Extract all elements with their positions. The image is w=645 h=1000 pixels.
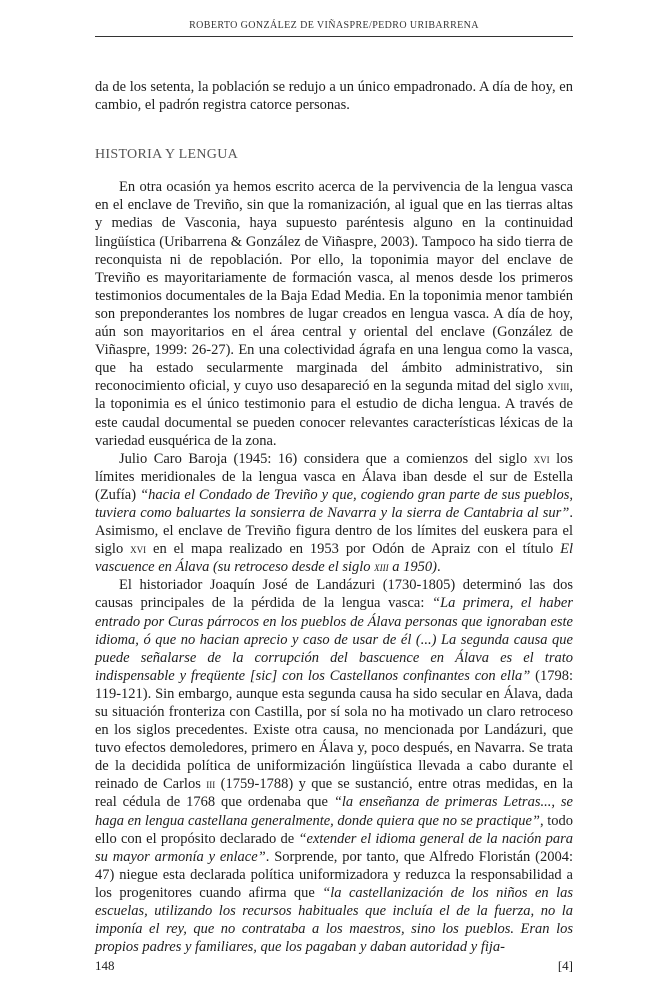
bracket-number: [4] (557, 958, 573, 973)
page-number: 148 (95, 958, 115, 973)
quote-purpose: “extender el idioma general de la nación para su mayor armonía y enlace” (95, 830, 573, 865)
map-title: El vascuence en Álava (su retroceso desde el siglo xiii a 1950) (95, 541, 573, 576)
paragraph-2: Julio Caro Baroja (1945: 16) considera que a comienzos del siglo xvi los límites meridionales de la lengua vasca en Álava iban desde el sur de Estella (Zufía) “hacia el Condado de Treviño y que, cogiendo gran parte de sus pueblos, tuviera como baluartes la sonsierra de Navarra y la sierra de Cantabria al sur”. Asimismo, el enclave de Treviño figura dentro de los límites del euskera para el siglo xvi en el mapa realizado en 1953 por Odón de Apraiz con el título El vascuence en Álava (su retroceso desde el siglo xiii a 1950). (95, 450, 573, 576)
paragraph-continued: da de los setenta, la población se redujo a un único empadronado. A día de hoy, en cambio, el padrón registra catorce personas. (95, 79, 573, 114)
paragraph-1: En otra ocasión ya hemos escrito acerca de la pervivencia de la lengua vasca en el enclave de Treviño, sin que la romanización, al igual que en las tierras altas y medias de Vasconia, haya supuesto paréntesis alguno en la continuidad lingüística (Uribarrena & González de Viñaspre, 2003). Tampoco ha sido tierra de reconquista ni de repoblación. Por ello, la toponimia mayor del enclave de Treviño es mayoritariamente de formación vasca, al menos desde los primeros testimonios documentales de la Baja Edad Media. En la toponimia menor también son preponderantes los nombres de lugar creados en lengua vasca. A día de hoy, aún son mayoritarios en el área central y oriental del enclave (González de Viñaspre, 1999: 26-27). En una colectividad ágrafa en una lengua como la vasca, que ha estado secularmente marginada del ámbito administrativo, sin reconocimiento oficial, y cuyo uso desapareció en la segunda mitad del siglo xviii, la toponimia es el único testimonio para el estudio de dicha lengua. A través de este caudal documental se pueden conocer relevantes características léxicas de la variedad eusquérica de la zona. (95, 179, 573, 449)
section-title: HISTORIA Y LENGUA (95, 147, 239, 163)
quote-caro-baroja: “hacia el Condado de Treviño y que, cogiendo gran parte de sus pueblos, tuviera como baluartes la sonsierra de Navarra y la sierra de Cantabria al sur” (95, 486, 573, 521)
quote-floristan: “la castellanización de los niños en las escuelas, utilizando los recursos habituales que incluía el de la fuerza, no la imponía el rey, que no contrataba a los maestros, sino los pueblos. Eran los propios padres y familiares, que los pagaban y daban autoridad y fija- (95, 884, 573, 956)
paragraph-3: El historiador Joaquín José de Landázuri (1730-1805) determinó las dos causas principales de la pérdida de la lengua vasca: “La primera, el haber entrado por Curas párrocos en los pueblos de Álava personas que ignoraban este idioma, ó que no hacian aprecio y caso de usar de él (...) La segunda causa que puede señalarse de la corrupción del bascuence en Álava es el trato indispensable y freqüente [sic] con los Castellanos confinantes con ella” (1798: 119-121). Sin embargo, aunque esta segunda causa ha sido secular en Álava, dada su situación fronteriza con Castilla, por sí sola no ha motivado un claro retroceso en los siglos precedentes. Existe otra causa, no mencionada por Landázuri, que tuvo efectos demoledores, primero en Álava y, poco después, en Navarra. Se trata de la decidida política de uniformización lingüística llevada a cabo durante el reinado de Carlos iii (1759-1788) y que se sustanció, entre otras medidas, en la real cédula de 1768 que ordenaba que “la enseñanza de primeras Letras..., se haga en lengua castellana generalmente, donde quiera que no se practique”, todo ello con el propósito declarado de “extender el idioma general de la nación para su mayor armonía y enlace”. Sorprende, por tanto, que Alfredo Floristán (2004: 47) niegue esta declarada política uniformizadora y reduzca la responsabilidad a los progenitores cuando afirma que “la castellanización de los niños en las escuelas, utilizando los recursos habituales que incluía el de la fuerza, no la imponía el rey, que no contrataba a los maestros, sino los pueblos. Eran los propios padres y familiares, que los pagaban y daban autoridad y fija- (95, 577, 574, 956)
quote-landazuri: “La primera, el haber entrado por Curas párrocos en los pueblos de Álava personas que ignoraban este idioma, ó que no hacian aprecio y caso de usar de él (...) La segunda causa que puede señalarse de la corrupción del bascuence en Álava es el trato indispensable y freqüente [sic] con los Castellanos confinantes con ella” (95, 595, 573, 684)
running-head: ROBERTO GONZÁLEZ DE VIÑASPRE/PEDRO URIBARRENA (189, 20, 479, 31)
body-text (95, 78, 573, 956)
header-rule (95, 36, 573, 37)
quote-cedula: “la enseñanza de primeras Letras..., se haga en lengua castellana generalmente, donde quiera que no se practique” (95, 794, 573, 829)
